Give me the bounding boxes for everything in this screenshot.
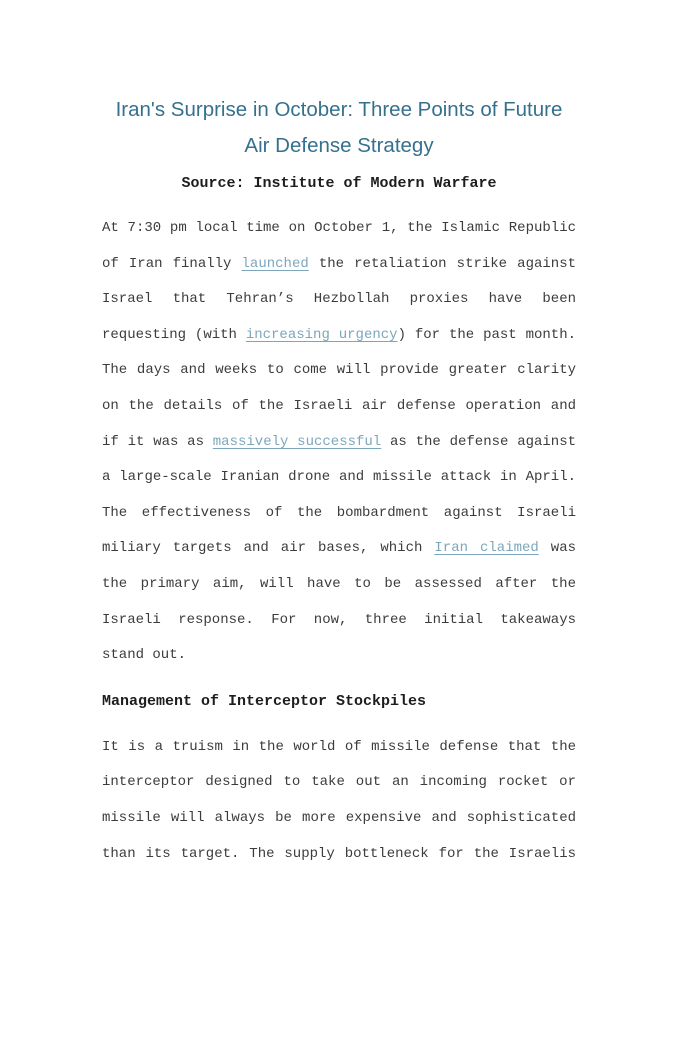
text-line [102,837,576,873]
text-line [102,282,576,318]
text-segment: requesting (with [102,326,246,343]
text-line [102,425,576,461]
intro-paragraph [102,211,576,674]
page-title-line-1: Iran's Surprise in October: Three Points of Future [115,98,563,121]
text-segment: missile will always be more expensive and sophisticated [102,809,576,826]
document-body [102,211,576,872]
text-line [102,531,576,567]
text-line [102,496,576,532]
page-title [102,92,576,164]
text-segment: than its target. The supply bottleneck for the Israelis [102,845,576,862]
text-segment: if it was as [102,433,213,450]
text-line [102,353,576,389]
text-line [102,801,576,837]
text-segment: the primary aim, will have to be assessed after the [102,575,576,592]
document-page [0,92,678,1052]
text-segment: miliary targets and air bases, which [102,540,435,557]
text-line [102,211,576,247]
text-line [102,247,576,283]
text-segment: interceptor designed to take out an incoming rocket or [102,774,576,791]
text-segment: as the defense against [381,433,576,450]
text-line [102,567,576,603]
text-segment: a large-scale Iranian drone and missile attack in April. [102,469,576,486]
text-segment: It is a truism in the world of missile defense that the [102,738,576,755]
text-segment: stand out. [102,647,187,664]
stockpiles-paragraph [102,730,576,872]
text-line [102,318,576,354]
text-segment: The days and weeks to come will provide greater clarity [102,362,576,379]
text-segment: The effectiveness of the bombardment against Israeli [102,504,576,521]
text-segment: was [538,540,576,557]
text-line [102,638,576,674]
text-segment: Israel that Tehran’s Hezbollah proxies have been [102,291,576,308]
text-line [102,765,576,801]
text-line [102,730,576,766]
text-segment: ) for the past month. [397,326,576,343]
text-line [102,603,576,639]
text-segment: the retaliation strike against [308,255,576,272]
text-segment: of Iran finally [102,255,242,272]
text-segment: Israeli response. For now, three initial takeaways [102,611,576,628]
section-heading: Management of Interceptor Stockpiles [102,692,427,710]
page-title-line-2: Air Defense Strategy [244,134,434,157]
text-segment: At 7:30 pm local time on October 1, the Islamic Republic [102,220,576,236]
text-segment: on the details of the Israeli air defense operation and [102,397,576,414]
inline-link[interactable]: Iran claimed [434,540,539,557]
text-line [102,389,576,425]
inline-link[interactable]: launched [241,255,309,272]
inline-link[interactable]: increasing urgency [245,326,398,343]
inline-link[interactable]: massively successful [212,433,382,450]
text-line [102,460,576,496]
source-line: Source: Institute of Modern Warfare [181,175,497,192]
